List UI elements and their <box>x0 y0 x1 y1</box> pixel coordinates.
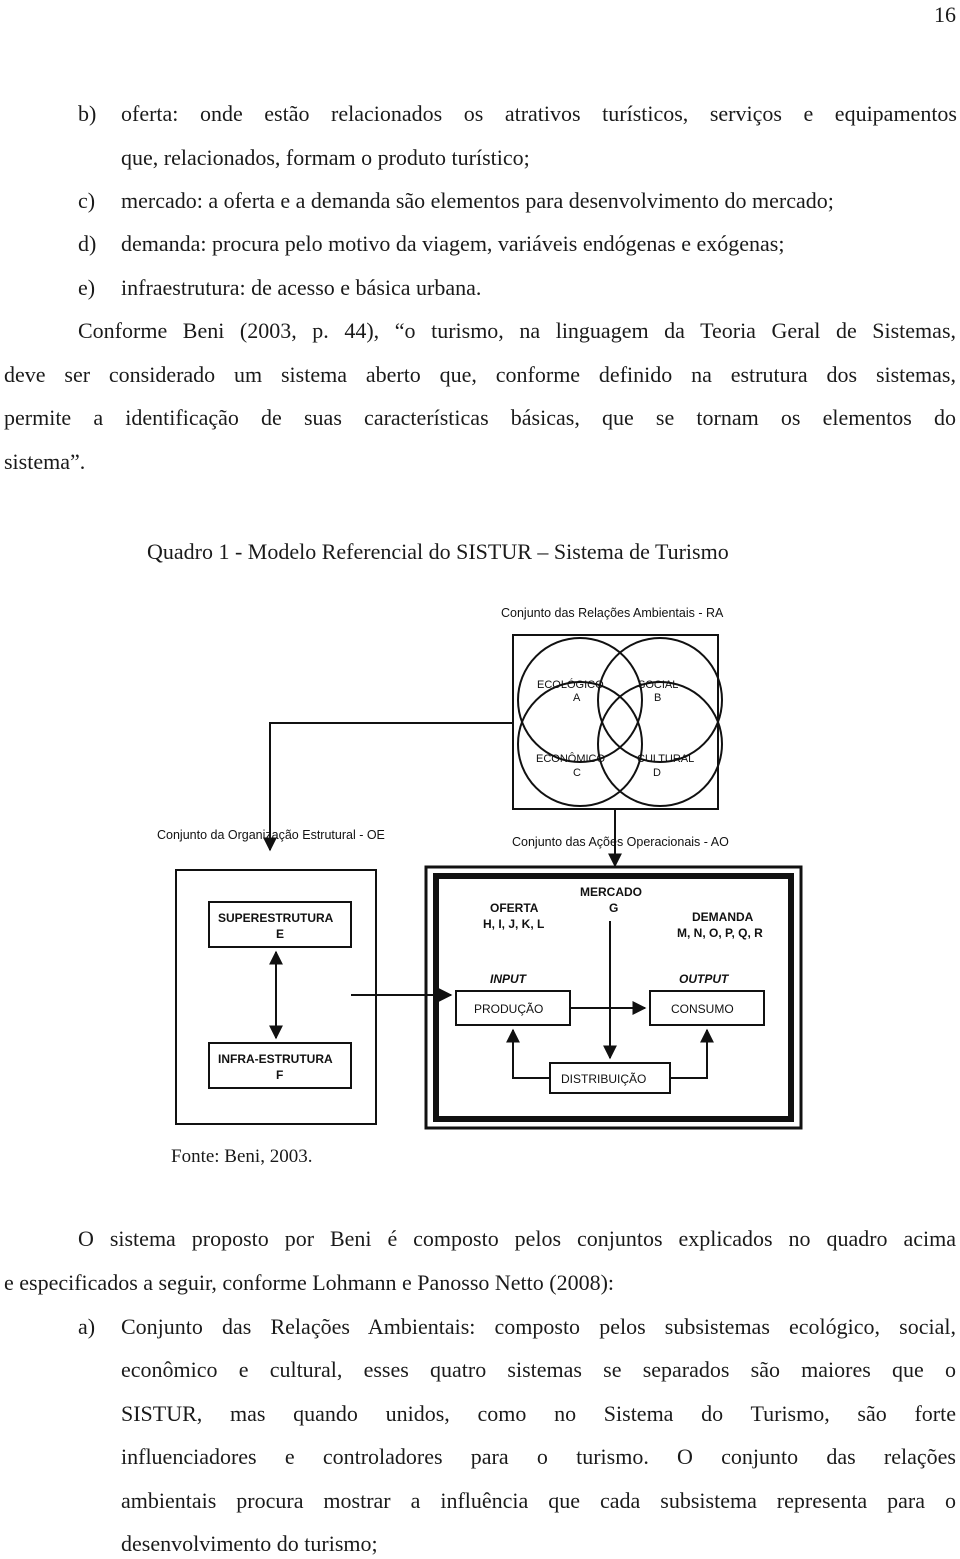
ecologico-letter: A <box>573 692 581 704</box>
paragraph2-line2: e especificados a seguir, conforme Lohmann e Panosso Netto (2008): <box>4 1270 615 1295</box>
distribuicao-to-producao-arrow <box>513 1030 550 1078</box>
paragraph1-line4: sistema”. <box>4 449 86 474</box>
ecologico-label: ECOLÓGICO <box>537 679 604 691</box>
list-item-a-line1: Conjunto das Relações Ambientais: composto pelos subsistemas ecológico, social, <box>121 1314 956 1339</box>
list-label-b: b) <box>78 101 97 126</box>
list-item-a-line4: influenciadores e controladores para o turismo. O conjunto das relações <box>121 1444 956 1469</box>
distribuicao-label: DISTRIBUIÇÃO <box>561 1072 647 1086</box>
infraestrutura-letter: F <box>276 1068 284 1082</box>
producao-label: PRODUÇÃO <box>474 1002 544 1016</box>
sistur-diagram <box>0 590 960 1150</box>
economico-letter: C <box>573 767 581 779</box>
paragraph1-line2: deve ser considerado um sistema aberto que, conforme definido na estrutura dos sistemas, <box>4 362 956 387</box>
list-item-a-line5: ambientais procura mostrar a influência que cada subsistema representa para o <box>121 1488 956 1513</box>
input-label: INPUT <box>490 972 526 986</box>
page-number: 16 <box>934 2 956 27</box>
demanda-letters: M, N, O, P, Q, R <box>677 926 763 940</box>
oferta-label: OFERTA <box>490 901 539 915</box>
list-item-a-line6: desenvolvimento do turismo; <box>121 1531 378 1556</box>
list-item-d: demanda: procura pelo motivo da viagem, variáveis endógenas e exógenas; <box>121 231 785 256</box>
list-label-c: c) <box>78 188 96 213</box>
list-label-d: d) <box>78 231 97 256</box>
paragraph1-line1: Conforme Beni (2003, p. 44), “o turismo, na linguagem da Teoria Geral de Sistemas, <box>78 318 956 343</box>
list-item-a-line3: SISTUR, mas quando unidos, como no Sistema do Turismo, são forte <box>121 1401 956 1426</box>
list-item-b-line2: que, relacionados, formam o produto turístico; <box>121 145 530 170</box>
economico-label: ECONÔMICO <box>536 753 606 765</box>
figure-caption: Quadro 1 - Modelo Referencial do SISTUR – Sistema de Turismo <box>147 539 729 564</box>
social-letter: B <box>654 692 662 704</box>
infraestrutura-label: INFRA-ESTRUTURA <box>218 1052 333 1066</box>
mercado-letter: G <box>609 901 619 915</box>
list-label-a: a) <box>78 1314 96 1339</box>
ra-box <box>513 635 718 809</box>
cultural-letter: D <box>653 767 661 779</box>
superestrutura-label: SUPERESTRUTURA <box>218 911 334 925</box>
list-item-e: infraestrutura: de acesso e básica urbana. <box>121 275 482 300</box>
mercado-label: MERCADO <box>580 885 642 899</box>
list-label-e: e) <box>78 275 96 300</box>
list-item-a-line2: econômico e cultural, esses quatro sistemas se separados são maiores que o <box>121 1357 956 1382</box>
paragraph1-line3: permite a identificação de suas características básicas, que se tornam os elementos do <box>4 405 956 430</box>
paragraph2-line1: O sistema proposto por Beni é composto pelos conjuntos explicados no quadro acima <box>78 1226 956 1251</box>
ra-title: Conjunto das Relações Ambientais - RA <box>501 606 724 620</box>
figure-source: Fonte: Beni, 2003. <box>171 1146 313 1167</box>
output-label: OUTPUT <box>679 972 729 986</box>
ao-title: Conjunto das Ações Operacionais - AO <box>512 835 729 849</box>
oferta-letters: H, I, J, K, L <box>483 917 545 931</box>
list-item-b-line1: oferta: onde estão relacionados os atrativos turísticos, serviços e equipamentos <box>121 101 957 126</box>
distribuicao-to-consumo-arrow <box>670 1030 707 1078</box>
consumo-label: CONSUMO <box>671 1002 734 1016</box>
cultural-label: CULTURAL <box>637 753 695 765</box>
social-label: SOCIAL <box>638 679 679 691</box>
demanda-label: DEMANDA <box>692 910 754 924</box>
oe-title: Conjunto da Organização Estrutural - OE <box>157 828 385 842</box>
list-item-c: mercado: a oferta e a demanda são elementos para desenvolvimento do mercado; <box>121 188 834 213</box>
superestrutura-letter: E <box>276 927 285 941</box>
